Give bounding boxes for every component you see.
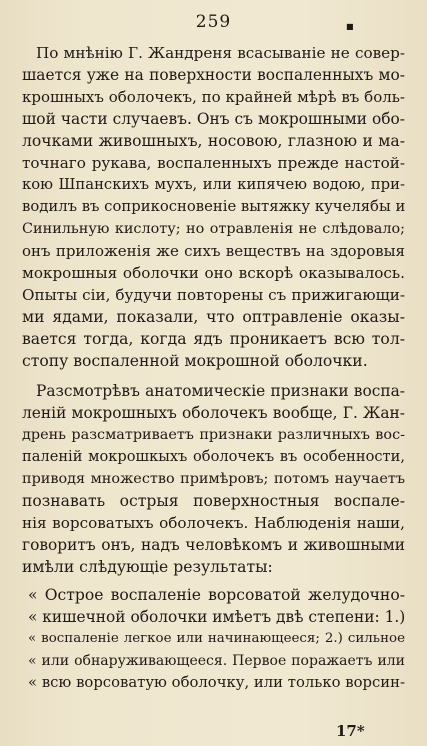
- text-line: нія ворсоватыхъ оболочекъ. Наблюденія наши,: [22, 514, 405, 532]
- text-line: леній мокрошныхъ оболочекъ вообще, Г. Жан-: [22, 404, 405, 422]
- text-line: крошныхъ оболочекъ, по крайней мѣрѣ въ боль-: [22, 88, 405, 106]
- text-line: Разсмотрѣвъ анатомическіе признаки воспа-: [36, 382, 405, 400]
- text-line: точнаго рукава, воспаленныхъ прежде настой-: [22, 154, 405, 172]
- text-line: кою Шпанскихъ мухъ, или кипячею водою, при-: [22, 176, 405, 193]
- text-line: Опыты сіи, будучи повторены съ прижигающи-: [22, 286, 405, 304]
- text-line: говоритъ онъ, надъ человѣкомъ и живошными: [22, 536, 405, 554]
- quoted-line: « Острое воспаленіе ворсоватой желудочно-: [28, 586, 405, 604]
- printer-signature: 17*: [336, 722, 365, 740]
- text-line: мокрошныя оболочки оно вскорѣ оказывалось.: [22, 264, 405, 282]
- text-line: приводя множество примѣровъ; потомъ научаетъ: [22, 471, 405, 487]
- text-line: имѣли слѣдующіе результаты:: [22, 558, 273, 576]
- text-line: шается уже на поверхности воспаленныхъ мо-: [22, 66, 405, 84]
- text-line: стопу воспаленной мокрошной оболочки.: [22, 352, 368, 370]
- text-line: паленій мокрошкыхъ оболочекъ въ особенности,: [22, 448, 405, 465]
- quoted-line: « воспаленіе легкое или начинающееся; 2.) сильное: [28, 631, 405, 646]
- text-line: лочками живошныхъ, носовою, глазною и ма-: [22, 132, 405, 150]
- text-line: водилъ въ соприкосновеніе вытяжку кучелябы и: [22, 198, 406, 215]
- text-line: Синильную кислоту; но отравленія не слѣдовало;: [22, 221, 405, 237]
- text-line: вается тогда, когда ядъ проникаетъ всю тол-: [22, 330, 405, 348]
- text-line: ми ядами, показали, что оптравленіе оказы-: [22, 308, 405, 326]
- text-line: познавать острыя поверхностныя воспале-: [22, 492, 405, 510]
- printer-mark: ■: [346, 22, 354, 31]
- quoted-line: « кишечной оболочки имѣетъ двѣ степени: 1.): [28, 608, 406, 626]
- text-line: По мнѣнію Г. Жандреня всасываніе не совер-: [36, 44, 405, 62]
- text-line: шой части случаевъ. Онъ съ мокрошными обо-: [22, 110, 405, 128]
- page-number: 259: [195, 12, 232, 32]
- quoted-line: « или обнаруживающееся. Первое поражаетъ или: [28, 653, 405, 669]
- text-line: дрень разсматриваетъ признаки различныхъ вос-: [22, 427, 405, 443]
- quoted-line: « всю ворсоватую оболочку, или только ворсин-: [28, 674, 405, 691]
- text-line: онъ приложенія же сихъ веществъ на здоровыя: [22, 242, 405, 260]
